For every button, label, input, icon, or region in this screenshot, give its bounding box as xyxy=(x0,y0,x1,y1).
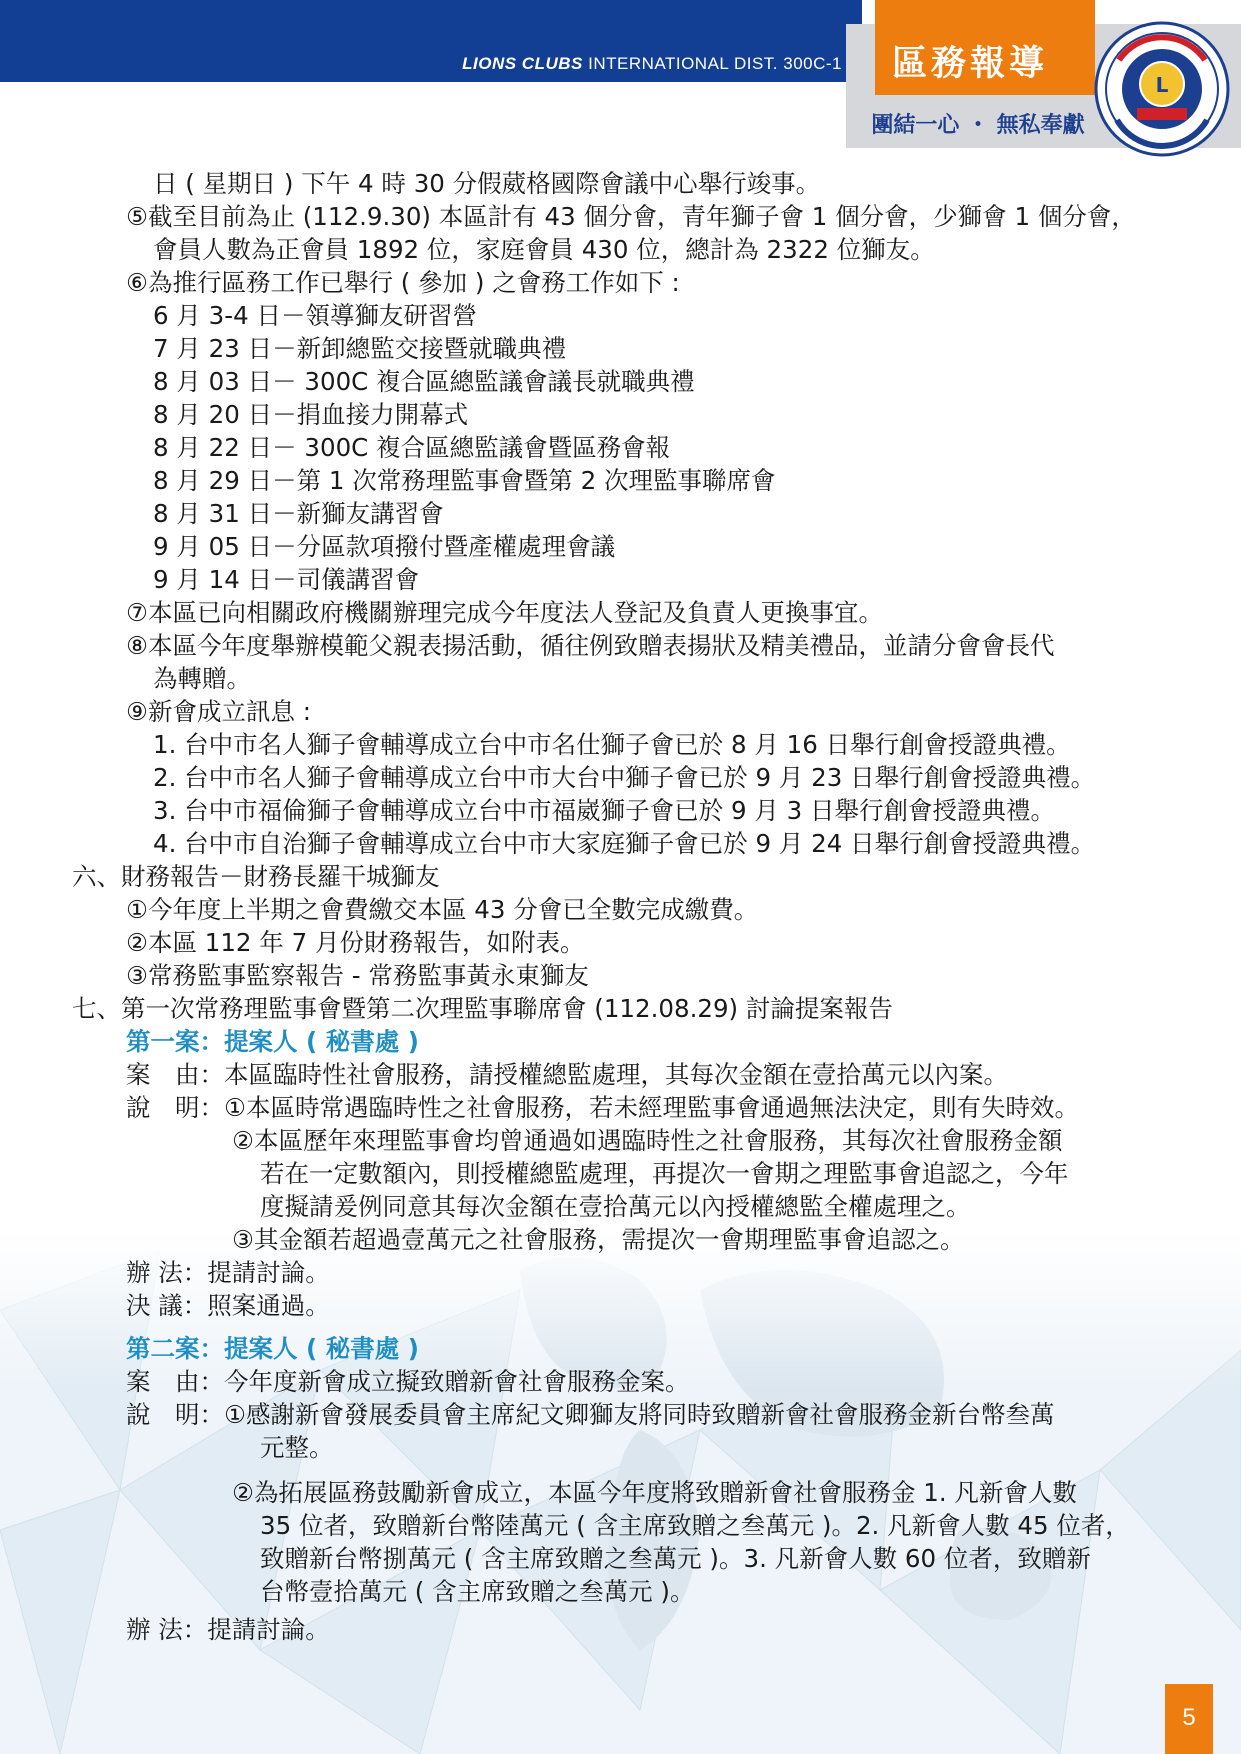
section-heading: 七、第一次常務理監事會暨第二次理監事聯席會 (112.08.29) 討論提案報告 xyxy=(72,994,893,1023)
text-line: 若在一定數額內，則授權總監處理，再提次一會期之理監事會追認之，今年 xyxy=(260,1159,1069,1188)
text-line: 案 由：本區臨時性社會服務，請授權總監處理，其每次金額在壹拾萬元以內案。 xyxy=(126,1060,1008,1089)
text-line: 決 議：照案通過。 xyxy=(126,1291,330,1320)
list-item: 9 月 05 日－分區款項撥付暨產權處理會議 xyxy=(153,532,616,561)
brand-bold: LIONS CLUBS xyxy=(462,54,583,73)
list-item: 8 月 03 日－ 300C 複合區總監議會議長就職典禮 xyxy=(153,367,695,396)
list-item: 3. 台中市福倫獅子會輔導成立台中市福崴獅子會已於 9 月 3 日舉行創會授證典禮。 xyxy=(153,796,1055,825)
text-line: ③其金額若超過壹萬元之社會服務，需提次一會期理監事會追認之。 xyxy=(232,1225,965,1254)
list-item: 8 月 20 日－捐血接力開幕式 xyxy=(153,400,469,429)
text-line: 日 ( 星期日 ) 下午 4 時 30 分假葳格國際會議中心舉行竣事。 xyxy=(153,169,821,198)
text-line: 會員人數為正會員 1892 位，家庭會員 430 位，總計為 2322 位獅友。 xyxy=(153,235,935,264)
text-line: 案 由：今年度新會成立擬致贈新會社會服務金案。 xyxy=(126,1367,690,1396)
text-line: ⑦本區已向相關政府機關辦理完成今年度法人登記及負責人更換事宜。 xyxy=(126,598,883,627)
text-line: 為轉贈。 xyxy=(153,664,251,693)
text-line: 說 明：①感謝新會發展委員會主席紀文卿獅友將同時致贈新會社會服務金新台幣叁萬 xyxy=(126,1400,1055,1429)
svg-text:L: L xyxy=(1155,73,1169,97)
list-item: 6 月 3-4 日－領導獅友研習營 xyxy=(153,301,477,330)
text-line: ②為拓展區務鼓勵新會成立，本區今年度將致贈新會社會服務金 1. 凡新會人數 xyxy=(232,1478,1077,1507)
slogan: 團結一心 ・ 無私奉獻 xyxy=(871,113,1085,138)
section-title: 區務報導 xyxy=(891,44,1048,84)
section-heading: 六、財務報告－財務長羅干城獅友 xyxy=(72,862,440,891)
brand-rest: INTERNATIONAL DIST. 300C-1 xyxy=(588,54,842,73)
text-line: 辦 法：提請討論。 xyxy=(126,1615,330,1644)
list-item: 4. 台中市自治獅子會輔導成立台中市大家庭獅子會已於 9 月 24 日舉行創會授證典禮。 xyxy=(153,829,1096,858)
list-item: 7 月 23 日－新卸總監交接暨就職典禮 xyxy=(153,334,567,363)
text-line: ⑤截至目前為止 (112.9.30) 本區計有 43 個分會，青年獅子會 1 個分會，少獅會 1 個分會， xyxy=(126,202,1136,231)
text-line: ③常務監事監察報告 - 常務監事黃永東獅友 xyxy=(126,961,589,990)
text-line: 35 位者，致贈新台幣陸萬元 ( 含主席致贈之叁萬元 )。2. 凡新會人數 45 位者， xyxy=(260,1511,1130,1540)
text-line: 致贈新台幣捌萬元 ( 含主席致贈之叁萬元 )。3. 凡新會人數 60 位者，致贈新 xyxy=(260,1544,1091,1573)
list-item: 1. 台中市名人獅子會輔導成立台中市名仕獅子會已於 8 月 16 日舉行創會授證典禮。 xyxy=(153,730,1071,759)
text-line: ⑨新會成立訊息 : xyxy=(126,697,312,726)
text-line: 說 明：①本區時常遇臨時性之社會服務，若未經理監事會通過無法決定，則有失時效。 xyxy=(126,1093,1079,1122)
text-line: ⑧本區今年度舉辦模範父親表揚活動，循往例致贈表揚狀及精美禮品，並請分會會長代 xyxy=(126,631,1055,660)
text-line: 辦 法：提請討論。 xyxy=(126,1258,330,1287)
text-line: 元整。 xyxy=(260,1433,334,1462)
list-item: 9 月 14 日－司儀講習會 xyxy=(153,565,420,594)
list-item: 2. 台中市名人獅子會輔導成立台中市大台中獅子會已於 9 月 23 日舉行創會授證典禮。 xyxy=(153,763,1096,792)
list-item: 8 月 31 日－新獅友講習會 xyxy=(153,499,444,528)
list-item: 8 月 22 日－ 300C 複合區總監議會暨區務會報 xyxy=(153,433,671,462)
text-line: ②本區歷年來理監事會均曾通過如遇臨時性之社會服務，其每次社會服務金額 xyxy=(232,1126,1063,1155)
text-line: ②本區 112 年 7 月份財務報告，如附表。 xyxy=(126,928,585,957)
text-line: ⑥為推行區務工作已舉行 ( 參加 ) 之會務工作如下 : xyxy=(126,268,680,297)
list-item: 8 月 29 日－第 1 次常務理監事會暨第 2 次理監事聯席會 xyxy=(153,466,776,495)
proposal-heading: 第二案：提案人 ( 秘書處 ) xyxy=(126,1334,419,1363)
proposal-heading: 第一案：提案人 ( 秘書處 ) xyxy=(126,1027,419,1056)
text-line: 度擬請爰例同意其每次金額在壹拾萬元以內授權總監全權處理之。 xyxy=(260,1192,971,1221)
page-number: 5 xyxy=(1165,1684,1213,1754)
text-line: 台幣壹拾萬元 ( 含主席致贈之叁萬元 )。 xyxy=(260,1577,695,1606)
text-line: ①今年度上半期之會費繳交本區 43 分會已全數完成繳費。 xyxy=(126,895,759,924)
